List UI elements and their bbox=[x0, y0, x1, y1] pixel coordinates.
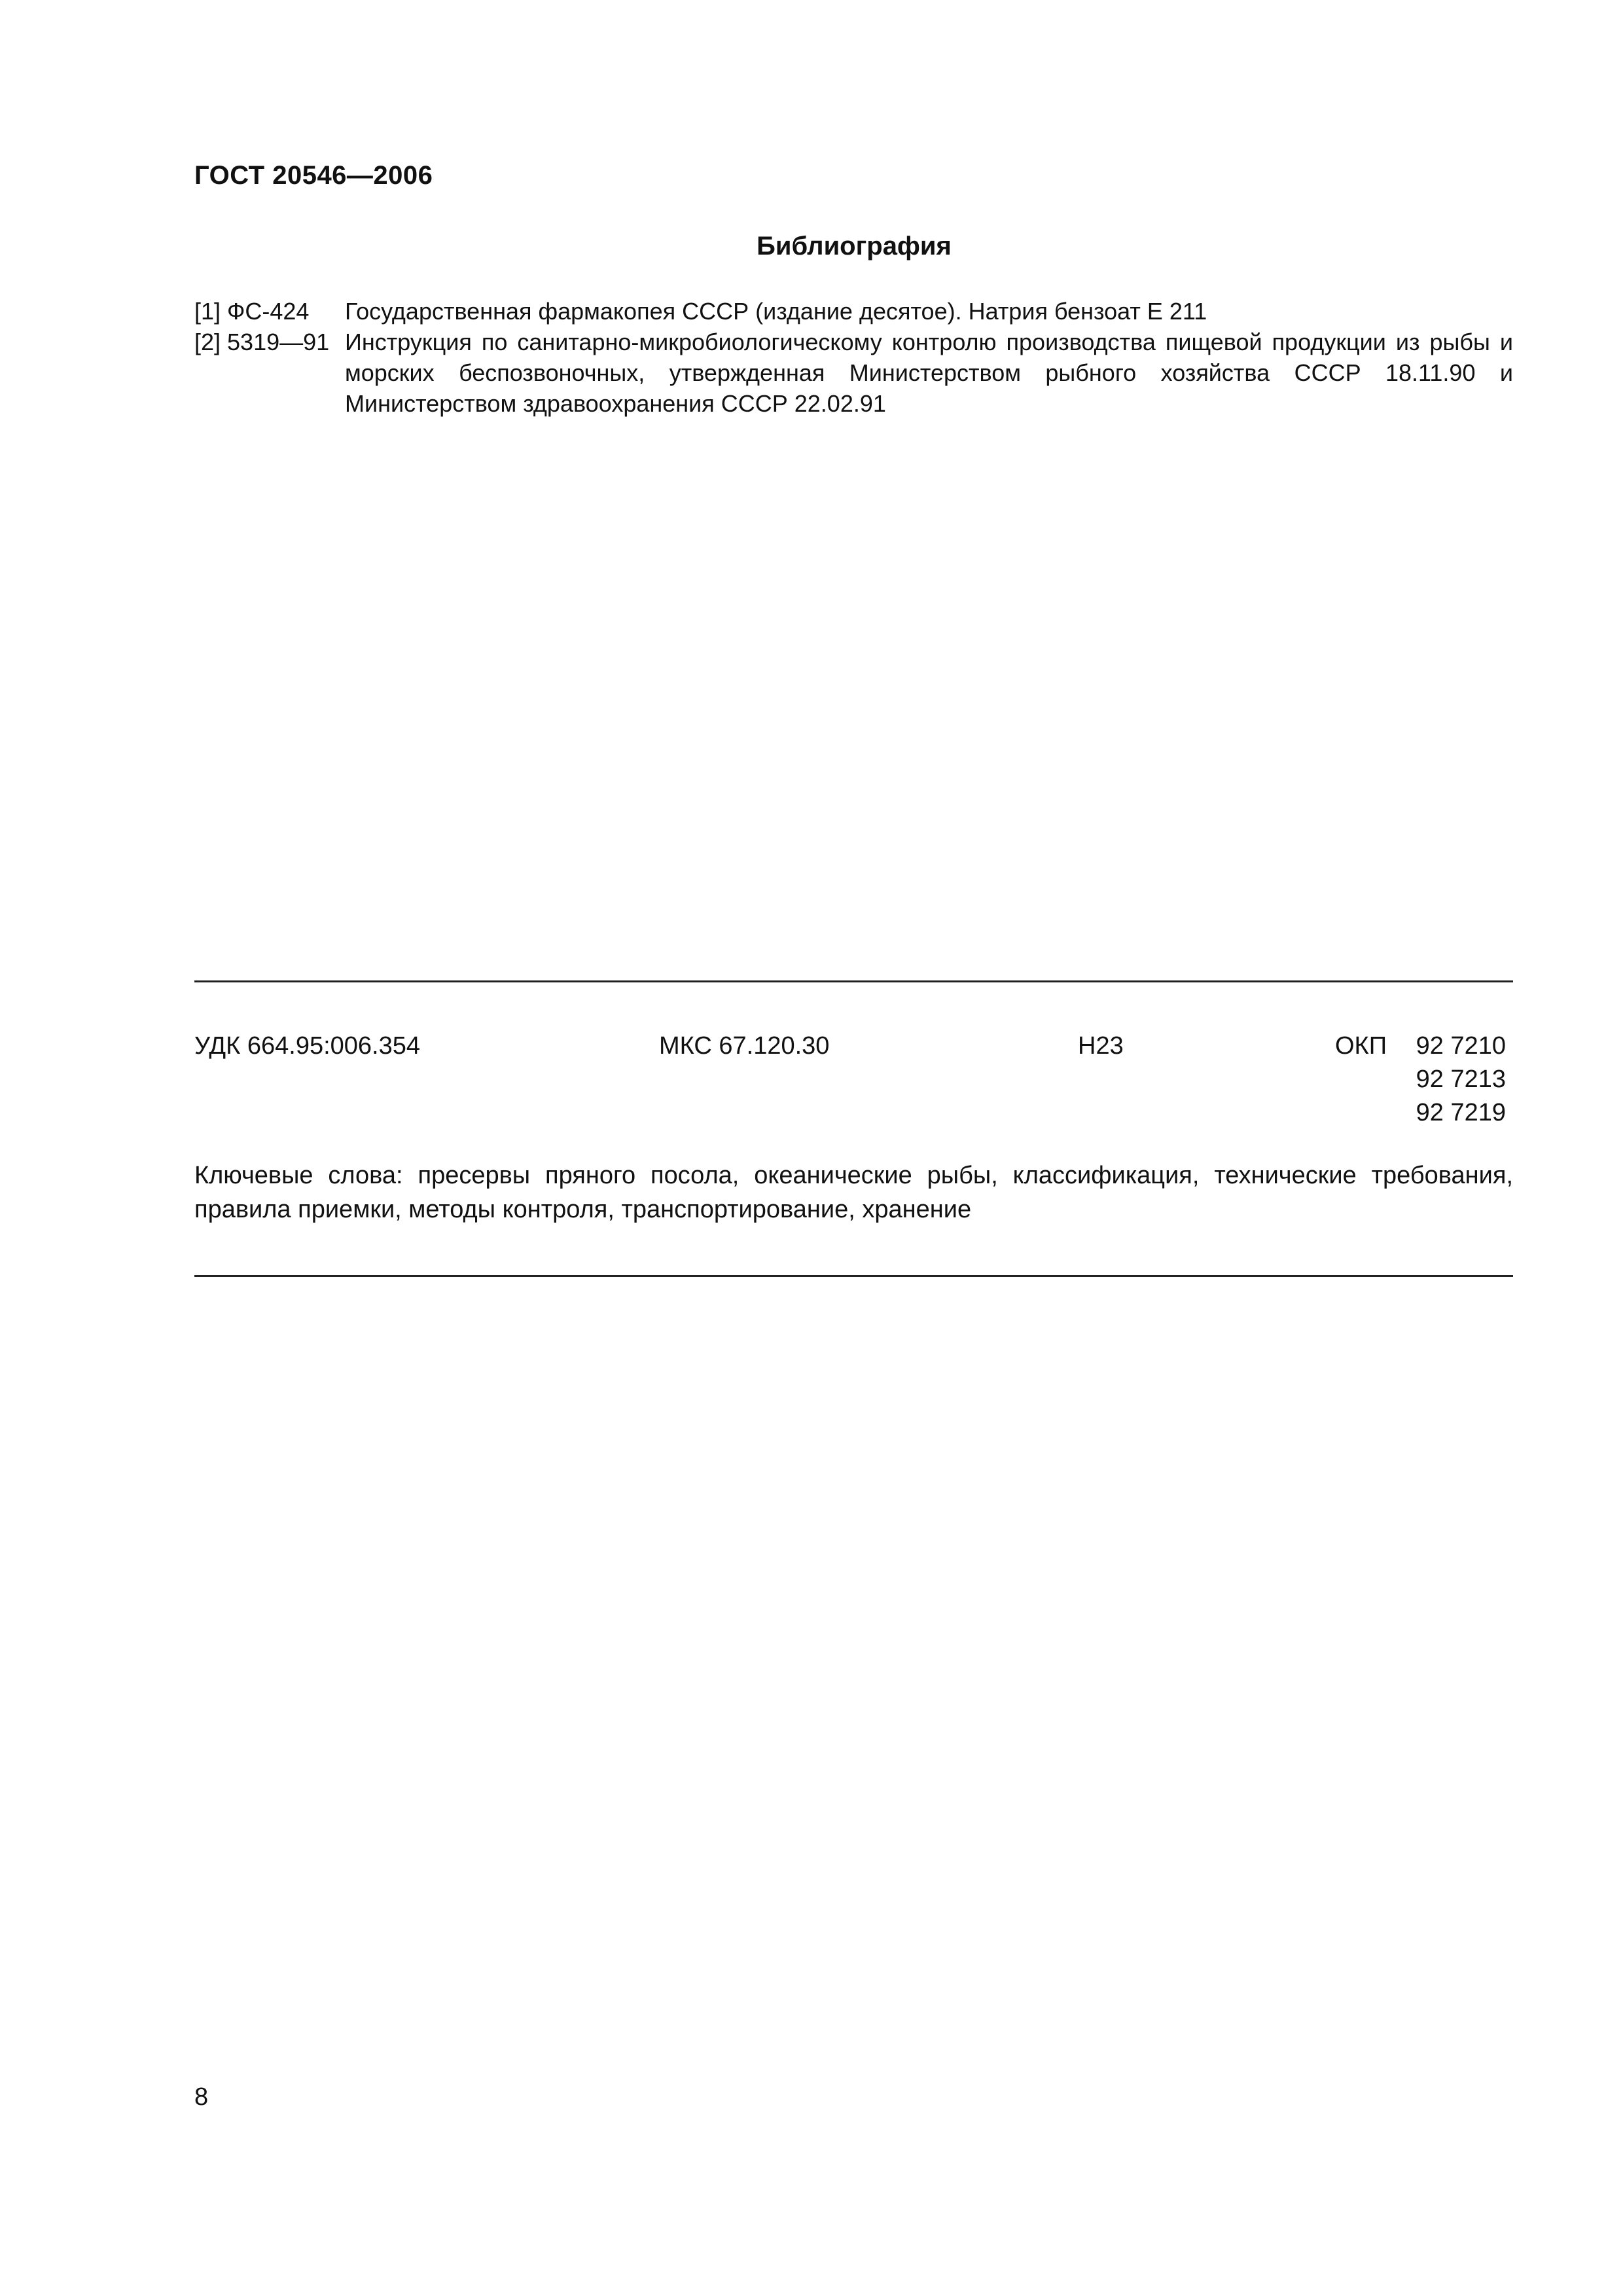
okp-value: 92 7210 bbox=[1416, 1032, 1507, 1060]
bibliography-ref: [1] ФС-424 bbox=[194, 298, 310, 325]
page-number: 8 bbox=[194, 2083, 209, 2111]
okp-value: 92 7213 bbox=[1416, 1066, 1507, 1093]
bibliography-ref: [2] 5319—91 bbox=[194, 329, 330, 355]
divider-bottom bbox=[194, 1275, 1513, 1277]
bibliography-text: Инструкция по санитарно-микробиологическому контролю производства пищевой продукции из рыбы и морских беспозвоночных, утвержденная Министерством рыбного хозяйства СССР 18.11.90 и Министерством здравоохранения СССР 22.02.91 bbox=[345, 329, 1513, 417]
group-code: Н23 bbox=[1078, 1032, 1124, 1060]
mks-code: МКС 67.120.30 bbox=[659, 1032, 830, 1060]
divider-top bbox=[194, 980, 1513, 982]
okp-label: ОКП bbox=[1335, 1032, 1387, 1060]
udk-code: УДК 664.95:006.354 bbox=[194, 1032, 421, 1060]
bibliography-title: Библиография bbox=[757, 232, 952, 260]
okp-codes bbox=[1335, 1030, 1506, 1130]
okp-values bbox=[1401, 1030, 1506, 1130]
standard-code: ГОСТ 20546—2006 bbox=[194, 161, 433, 190]
okp-value: 92 7219 bbox=[1416, 1099, 1507, 1126]
bibliography-text: Государственная фармакопея СССР (издание десятое). Натрия бензоат Е 211 bbox=[345, 298, 1207, 325]
keywords: Ключевые слова: пресервы пряного посола, океанические рыбы, классификация, технические требования, правила приемки, методы контроля, транспортирование, хранение bbox=[194, 1162, 1513, 1223]
bibliography-item bbox=[194, 296, 1513, 327]
bibliography-item bbox=[194, 327, 1513, 419]
bibliography-list bbox=[194, 296, 1513, 419]
